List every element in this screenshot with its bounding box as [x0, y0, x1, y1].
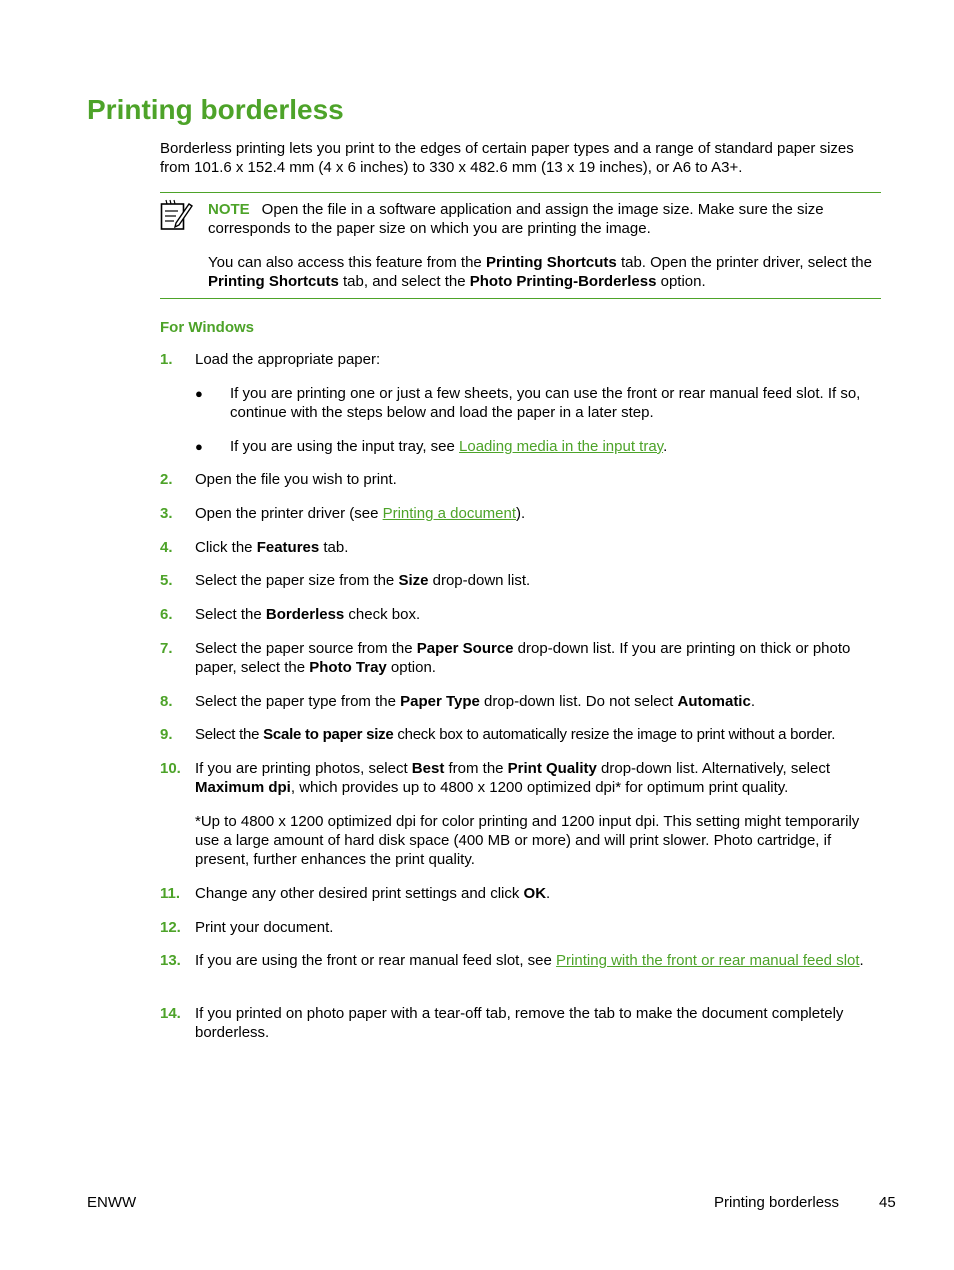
bullet-text: If you are using the input tray, see Loading media in the input tray.: [230, 438, 668, 455]
intro-paragraph: Borderless printing lets you print to the edges of certain paper types and a range of standard paper sizes from 101.6 x 152.4 mm (4 x 6 inches) to 330 x 482.6 mm (13 x 19 inches), or A6 to A3+.: [160, 140, 854, 176]
step-number: 6.: [160, 606, 173, 623]
step-number: 2.: [160, 471, 173, 488]
step-text: If you are printing photos, select Best from the Print Quality drop-down list. Alternatively, select Maximum dpi, which provides up to 4800 x 1200 optimized dpi* for optimum print quality.: [195, 760, 831, 796]
step-text: Open the file you wish to print.: [195, 471, 397, 488]
step-number: 1.: [160, 351, 173, 368]
note-label: NOTE: [208, 201, 250, 218]
section-heading: For Windows: [160, 319, 255, 336]
step-text: If you are using the front or rear manual feed slot, see Printing with the front or rear manual feed slot.: [195, 952, 864, 969]
link-manual-feed-slot[interactable]: Printing with the front or rear manual feed slot: [556, 952, 860, 969]
step-text: Change any other desired print settings and click OK.: [195, 885, 551, 902]
step-number: 9.: [160, 726, 173, 743]
step-text: Load the appropriate paper:: [195, 351, 381, 368]
link-loading-media[interactable]: Loading media in the input tray: [459, 438, 664, 455]
note-text: NOTE Open the file in a software application and assign the image size. Make sure the size corresponds to the paper size on which you are printing the image.: [208, 201, 824, 237]
link-printing-document[interactable]: Printing a document: [382, 505, 517, 522]
step-number: 3.: [160, 505, 173, 522]
step-number: 11.: [160, 885, 181, 902]
step-number: 4.: [160, 539, 173, 556]
step-number: 10.: [160, 760, 181, 777]
note-pencil-icon: [160, 198, 193, 231]
step-number: 13.: [160, 952, 181, 969]
step-number: 14.: [160, 1005, 181, 1022]
bullet-text: If you are printing one or just a few sheets, you can use the front or rear manual feed slot. If so, continue with the steps below and load the paper in a later step.: [230, 385, 861, 421]
step-number: 7.: [160, 640, 173, 657]
step-number: 8.: [160, 693, 173, 710]
step-text: Select the paper size from the Size drop-down list.: [195, 572, 531, 589]
page-number: 45: [879, 1194, 896, 1211]
footnote-paragraph: *Up to 4800 x 1200 optimized dpi for color printing and 1200 input dpi. This setting might temporarily use a large amount of hard disk space (400 MB or more) and will print slower. Photo cartridge, if present, further enhances the print quality.: [195, 813, 860, 868]
step-text: Select the Borderless check box.: [195, 606, 421, 623]
step-text: Select the paper type from the Paper Type drop-down list. Do not select Automatic.: [195, 693, 755, 710]
step-number: 5.: [160, 572, 173, 589]
page-title: Printing borderless: [87, 94, 344, 125]
step-number: 12.: [160, 919, 181, 936]
step-text: Select the Scale to paper size check box to automatically resize the image to print without a border.: [195, 726, 836, 743]
footer-section: Printing borderless: [714, 1194, 840, 1211]
bullet-icon: ●: [195, 439, 203, 454]
note-paragraph-2: You can also access this feature from the Printing Shortcuts tab. Open the printer driver, select the Printing Shortcuts tab, and select the Photo Printing-Borderless option.: [208, 254, 872, 290]
bullet-icon: ●: [195, 386, 203, 401]
step-text: Open the printer driver (see Printing a document).: [195, 505, 526, 522]
footer-left: ENWW: [87, 1194, 137, 1211]
step-text: If you printed on photo paper with a tear-off tab, remove the tab to make the document completely borderless.: [195, 1005, 844, 1041]
step-text: Select the paper source from the Paper Source drop-down list. If you are printing on thick or photo paper, select the Photo Tray option.: [195, 640, 851, 676]
step-text: Click the Features tab.: [195, 539, 349, 556]
step-text: Print your document.: [195, 919, 334, 936]
note-box: [160, 192, 881, 299]
